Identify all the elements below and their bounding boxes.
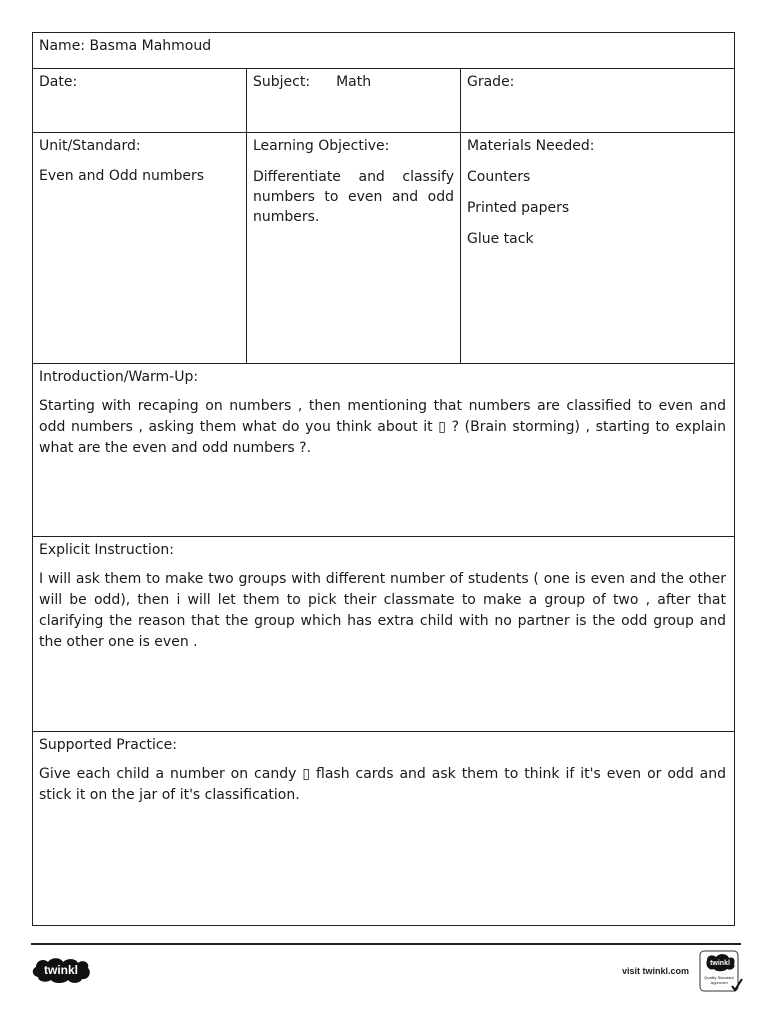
logo-text: twinkl <box>43 963 79 977</box>
grade-label: Grade: <box>467 74 515 90</box>
date-cell <box>33 69 247 132</box>
unit-cell <box>33 133 247 363</box>
unit-objective-materials-row <box>33 133 734 364</box>
supported-label: Supported Practice: <box>39 737 177 753</box>
supported-cell <box>33 732 734 925</box>
materials-label: Materials Needed: <box>467 138 595 154</box>
unit-label: Unit/Standard: <box>39 138 141 154</box>
name-row <box>33 33 734 69</box>
explicit-cell <box>33 537 734 731</box>
unit-value: Even and Odd numbers <box>39 168 205 184</box>
materials-cell <box>461 133 734 363</box>
intro-cell <box>33 364 734 536</box>
name-label: Name: Basma Mahmoud <box>39 38 212 54</box>
explicit-label: Explicit Instruction: <box>39 542 174 558</box>
footer-divider <box>31 943 741 945</box>
name-cell <box>33 33 734 68</box>
explicit-text: I will ask them to make two groups with different number of students ( one is even and the other will be odd), then i will let them to pick their classmate to make a group of two , after that clarifying the reason that the group which has extra child with no partner is the odd group and the other one is even . <box>39 571 726 650</box>
grade-cell <box>461 69 734 132</box>
material-item: Counters <box>467 169 531 185</box>
intro-row <box>33 364 734 537</box>
quality-badge-icon <box>699 950 743 992</box>
intro-text: Starting with recaping on numbers , then mentioning that numbers are classified to even and odd numbers , asking them what do you think about it ▯ ? (Brain storming) , starting to explain what are the even and odd numbers ?. <box>39 398 726 456</box>
objective-value: Differentiate and classify numbers to even and odd numbers. <box>253 169 454 225</box>
visit-link-text: visit twinkl.com <box>622 966 690 976</box>
badge-title: twinkl <box>710 960 730 967</box>
explicit-row <box>33 537 734 732</box>
subject-cell <box>247 69 461 132</box>
badge-line2: Approved <box>710 980 728 985</box>
intro-label: Introduction/Warm-Up: <box>39 369 199 385</box>
twinkl-logo <box>30 955 92 985</box>
supported-text: Give each child a number on candy ▯ flash cards and ask them to think if it's even or odd and stick it on the jar of it's classification. <box>39 766 726 803</box>
subject-label: Subject: <box>253 74 311 90</box>
date-subject-grade-row <box>33 69 734 133</box>
badge-line1: Quality Standard <box>704 975 734 980</box>
date-label: Date: <box>39 74 78 90</box>
subject-value: Math <box>336 74 372 90</box>
supported-row <box>33 732 734 925</box>
objective-label: Learning Objective: <box>253 138 390 154</box>
objective-cell <box>247 133 461 363</box>
lesson-plan-table <box>32 32 735 926</box>
material-item: Glue tack <box>467 231 534 247</box>
material-item: Printed papers <box>467 200 570 216</box>
